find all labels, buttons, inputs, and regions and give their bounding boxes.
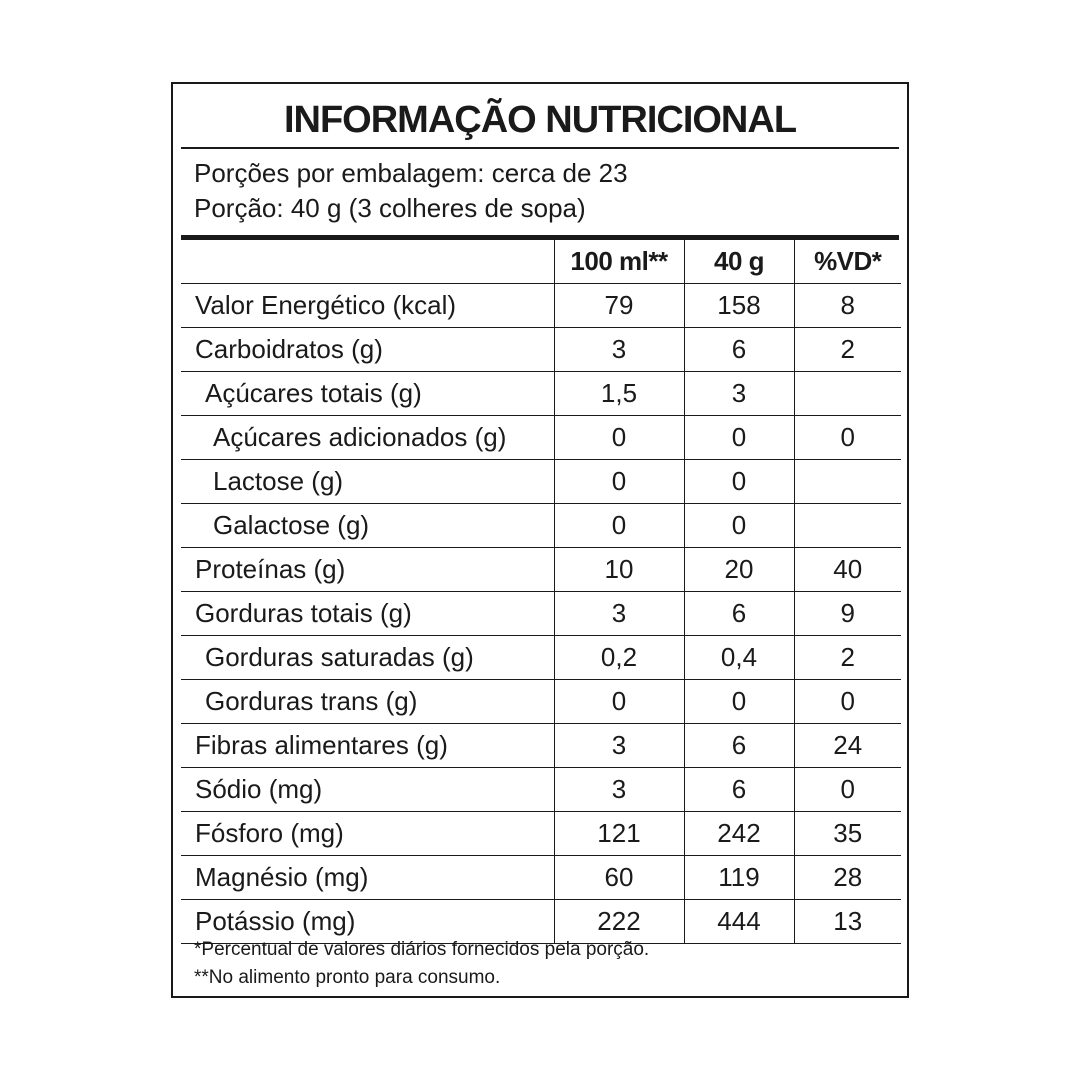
nutrient-name: Gorduras totais (g) — [181, 592, 554, 636]
table-row — [181, 284, 901, 328]
nutrient-name: Galactose (g) — [181, 504, 554, 548]
value-daily-percent: 28 — [794, 856, 901, 900]
table-row — [181, 768, 901, 812]
value-per-portion: 242 — [684, 812, 794, 856]
nutrition-facts-panel — [171, 82, 909, 998]
nutrient-name: Valor Energético (kcal) — [181, 284, 554, 328]
header-nutrient — [181, 240, 554, 284]
table-row — [181, 548, 901, 592]
nutrient-name: Fósforo (mg) — [181, 812, 554, 856]
value-per-portion: 3 — [684, 372, 794, 416]
value-per-100ml: 0 — [554, 460, 684, 504]
value-per-portion: 20 — [684, 548, 794, 592]
value-per-100ml: 0 — [554, 680, 684, 724]
value-per-portion: 6 — [684, 328, 794, 372]
header-per-100ml: 100 ml** — [554, 240, 684, 284]
value-per-100ml: 0,2 — [554, 636, 684, 680]
value-per-portion: 0 — [684, 416, 794, 460]
table-row — [181, 504, 901, 548]
value-per-100ml: 0 — [554, 504, 684, 548]
value-per-portion: 119 — [684, 856, 794, 900]
value-per-100ml: 3 — [554, 768, 684, 812]
value-daily-percent: 24 — [794, 724, 901, 768]
value-per-100ml: 10 — [554, 548, 684, 592]
nutrition-table-body — [181, 240, 901, 944]
value-per-100ml: 3 — [554, 592, 684, 636]
value-daily-percent — [794, 460, 901, 504]
value-daily-percent: 0 — [794, 416, 901, 460]
table-row — [181, 680, 901, 724]
value-per-100ml: 222 — [554, 900, 684, 944]
nutrient-name: Carboidratos (g) — [181, 328, 554, 372]
table-row — [181, 592, 901, 636]
portions-per-package: Porções por embalagem: cerca de 23 — [194, 158, 628, 188]
value-per-100ml: 60 — [554, 856, 684, 900]
value-per-100ml: 0 — [554, 416, 684, 460]
value-per-100ml: 121 — [554, 812, 684, 856]
portion-size: Porção: 40 g (3 colheres de sopa) — [194, 193, 586, 223]
value-per-portion: 0 — [684, 460, 794, 504]
value-daily-percent: 0 — [794, 680, 901, 724]
serving-info — [194, 156, 628, 226]
header-daily-value: %VD* — [794, 240, 901, 284]
nutrient-name: Gorduras trans (g) — [181, 680, 554, 724]
table-row — [181, 636, 901, 680]
value-per-100ml: 79 — [554, 284, 684, 328]
header-per-portion: 40 g — [684, 240, 794, 284]
value-daily-percent: 35 — [794, 812, 901, 856]
footnote-ready-to-eat: **No alimento pronto para consumo. — [194, 967, 501, 988]
value-daily-percent: 2 — [794, 636, 901, 680]
value-daily-percent: 0 — [794, 768, 901, 812]
title-divider — [181, 147, 899, 149]
footnotes — [194, 936, 649, 992]
value-per-portion: 0,4 — [684, 636, 794, 680]
value-per-portion: 0 — [684, 504, 794, 548]
table-row — [181, 328, 901, 372]
nutrient-name: Fibras alimentares (g) — [181, 724, 554, 768]
nutrient-name: Sódio (mg) — [181, 768, 554, 812]
value-per-portion: 6 — [684, 768, 794, 812]
panel-title: INFORMAÇÃO NUTRICIONAL — [283, 99, 797, 141]
value-per-portion: 0 — [684, 680, 794, 724]
table-row — [181, 856, 901, 900]
value-per-100ml: 1,5 — [554, 372, 684, 416]
nutrient-name: Gorduras saturadas (g) — [181, 636, 554, 680]
nutrient-name: Potássio (mg) — [181, 900, 554, 944]
nutrient-name: Proteínas (g) — [181, 548, 554, 592]
table-row — [181, 460, 901, 504]
table-header-row — [181, 240, 901, 284]
value-per-portion: 158 — [684, 284, 794, 328]
nutrition-table — [181, 240, 901, 944]
value-daily-percent — [794, 504, 901, 548]
footnote-daily-value: *Percentual de valores diários fornecidos pela porção. — [194, 939, 650, 960]
table-row — [181, 416, 901, 460]
value-per-portion: 6 — [684, 724, 794, 768]
value-daily-percent — [794, 372, 901, 416]
value-per-100ml: 3 — [554, 724, 684, 768]
value-per-portion: 444 — [684, 900, 794, 944]
table-row — [181, 812, 901, 856]
value-daily-percent: 9 — [794, 592, 901, 636]
value-daily-percent: 40 — [794, 548, 901, 592]
nutrient-name: Magnésio (mg) — [181, 856, 554, 900]
nutrient-name: Lactose (g) — [181, 460, 554, 504]
value-per-100ml: 3 — [554, 328, 684, 372]
value-daily-percent: 13 — [794, 900, 901, 944]
nutrient-name: Açúcares adicionados (g) — [181, 416, 554, 460]
value-per-portion: 6 — [684, 592, 794, 636]
value-daily-percent: 2 — [794, 328, 901, 372]
table-row — [181, 724, 901, 768]
table-row — [181, 372, 901, 416]
value-daily-percent: 8 — [794, 284, 901, 328]
nutrient-name: Açúcares totais (g) — [181, 372, 554, 416]
